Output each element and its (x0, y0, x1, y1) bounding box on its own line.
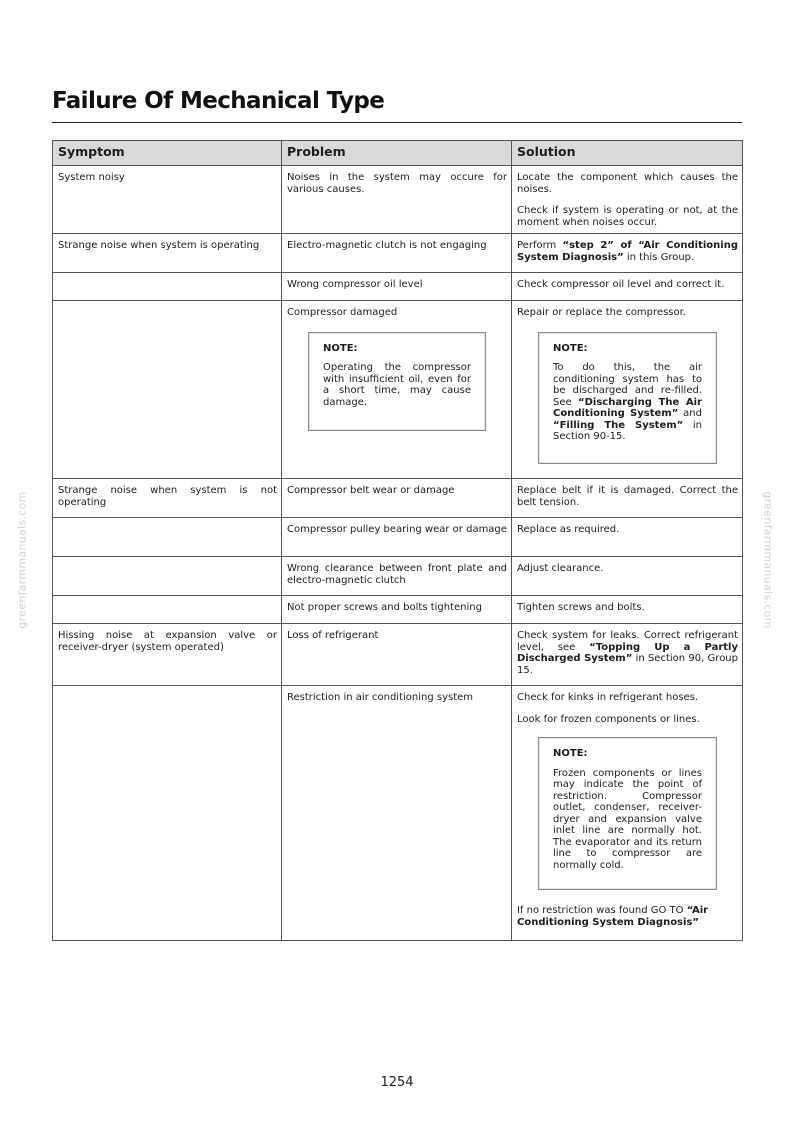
problem-cell: Restriction in air conditioning system (282, 686, 512, 941)
cross-reference-link[interactable]: “Filling The System” (553, 419, 684, 431)
symptom-cell (53, 596, 282, 624)
troubleshooting-table (52, 140, 743, 941)
table-header-row (53, 141, 743, 166)
solution-cell: Replace as required. (512, 518, 743, 557)
table-row (53, 273, 743, 301)
cross-reference-link[interactable]: “step 2” of “Air Conditioning System Diagnosis” (517, 240, 739, 263)
table-row (53, 301, 743, 479)
page-number: 1254 (380, 1075, 414, 1090)
problem-cell: Electro-magnetic clutch is not engaging (282, 234, 512, 273)
title-underline (52, 122, 742, 123)
table-row (53, 624, 743, 686)
solution-cell (512, 686, 743, 941)
symptom-cell: Strange noise when system is operating (53, 234, 282, 273)
note-title: NOTE: (553, 342, 588, 354)
solution-text: If no restriction was found GO TO (517, 905, 687, 916)
problem-cell: Not proper screws and bolts tightening (282, 596, 512, 624)
problem-text: Compressor damaged (287, 307, 398, 318)
symptom-cell (53, 686, 282, 941)
problem-cell: Compressor belt wear or damage (282, 479, 512, 518)
note-box (538, 737, 717, 890)
solution-text: Repair or replace the compressor. (517, 307, 686, 318)
table-row (53, 518, 743, 557)
watermark-left: greenfarmmanuals.com (15, 491, 29, 629)
note-body: Operating the compressor with insufficient oil, even for a short time, may cause damage. (323, 362, 471, 408)
solution-cell (512, 166, 743, 234)
symptom-cell (53, 301, 282, 479)
problem-cell: Wrong clearance between front plate and electro-magnetic clutch (282, 557, 512, 596)
note-box (538, 332, 717, 464)
table-row (53, 166, 743, 234)
table-row (53, 557, 743, 596)
solution-text: Check system for leaks. Correct refrigerant level, see (517, 630, 738, 653)
note-text: in Section 90-15. (553, 419, 702, 442)
table-row (53, 234, 743, 273)
note-body (553, 362, 702, 443)
table-row (53, 596, 743, 624)
symptom-cell (53, 518, 282, 557)
symptom-cell: System noisy (53, 166, 282, 234)
problem-cell: Loss of refrigerant (282, 624, 512, 686)
solution-cell (512, 234, 743, 273)
symptom-cell (53, 273, 282, 301)
cross-reference-link[interactable]: “Air Conditioning System Diagnosis” (517, 905, 709, 928)
table-row (53, 686, 743, 941)
problem-cell: Wrong compressor oil level (282, 273, 512, 301)
problem-cell: Compressor pulley bearing wear or damage (282, 518, 512, 557)
solution-cell: Adjust clearance. (512, 557, 743, 596)
column-header-problem: Problem (282, 141, 512, 166)
table-row (53, 479, 743, 518)
problem-cell (282, 301, 512, 479)
cross-reference-link[interactable]: “Topping Up a Partly Discharged System” (517, 641, 738, 664)
note-text: and (678, 408, 702, 419)
symptom-cell: Hissing noise at expansion valve or receiver-dryer (system operated) (53, 624, 282, 686)
solution-text: Check if system is operating or not, at the moment when noises occur. (517, 205, 738, 228)
page-title: Failure Of Mechanical Type (52, 88, 385, 114)
solution-text: in Section 90, Group 15. (517, 653, 738, 676)
solution-text: Check for kinks in refrigerant hoses. (517, 692, 699, 703)
problem-cell: Noises in the system may occure for various causes. (282, 166, 512, 234)
note-box (308, 332, 486, 432)
solution-cell (512, 624, 743, 686)
solution-cell (512, 301, 743, 479)
solution-cell: Tighten screws and bolts. (512, 596, 743, 624)
cross-reference-link[interactable]: “Discharging The Air Conditioning System” (553, 396, 702, 419)
note-text: To do this, the air conditioning system has to be discharged and re-filled. See (553, 362, 702, 408)
solution-cell: Replace belt if it is damaged. Correct the belt tension. (512, 479, 743, 518)
column-header-symptom: Symptom (53, 141, 282, 166)
watermark-right: greenfarmmanuals.com (761, 491, 775, 629)
column-header-solution: Solution (512, 141, 743, 166)
note-title: NOTE: (553, 748, 588, 759)
solution-text: Look for frozen components or lines. (517, 713, 700, 725)
solution-cell: Check compressor oil level and correct it. (512, 273, 743, 301)
solution-text-block (517, 905, 738, 928)
solution-text: in this Group. (623, 251, 695, 263)
note-title: NOTE: (323, 342, 358, 354)
symptom-cell (53, 557, 282, 596)
solution-text: Perform (517, 240, 563, 251)
symptom-cell: Strange noise when system is not operating (53, 479, 282, 518)
solution-text: Locate the component which causes the noises. (517, 172, 738, 195)
note-body: Frozen components or lines may indicate the point of restriction. Compressor outlet, condenser, receiver-dryer and expansion valve inlet line are normally hot. The evaporator and its return line to compressor are normally cold. (553, 767, 702, 871)
